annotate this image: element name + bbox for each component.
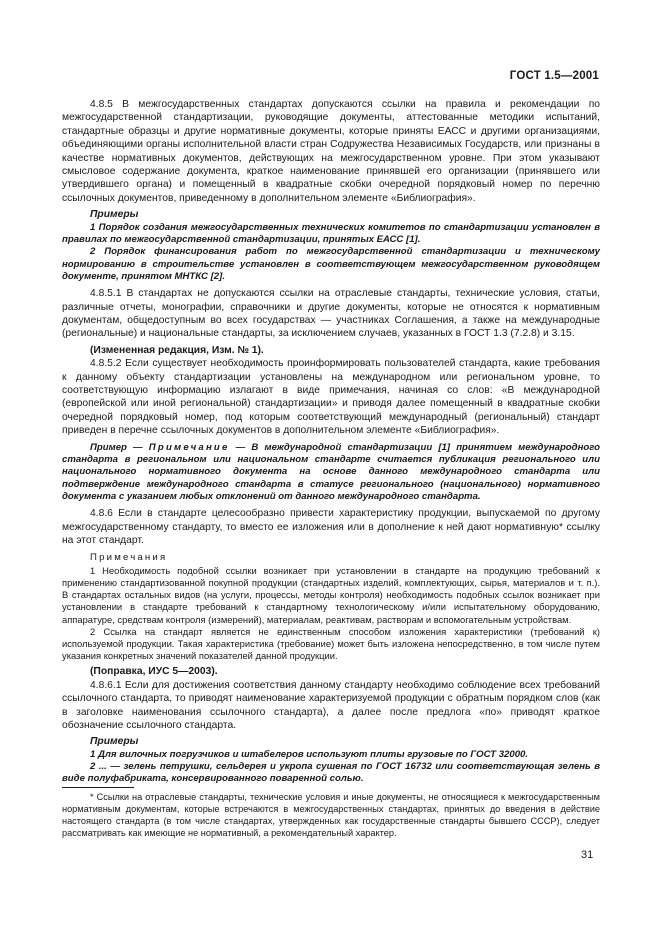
- notes-title: Примечания: [90, 552, 168, 564]
- page-body: [62, 98, 600, 786]
- note-item: 1 Необходимость подобной ссылки возникает при установлении в стандарте на продукцию требований к применению стандартизованной покупной продукции (стандартных изделий, комплектующих, сырья, материалов и т. п.). В стандартах остальных видов (на услуги, процессы, методы контроля) необходимость подобных ссылок возникает при установлении в стандарте требований к стандартному технологическому и/или испытательному оборудованию, аппаратуре, средствам контроля (измерений), материалам, реактивам, растворам и вспомогательным устройствам.: [62, 564, 600, 625]
- example-text: — В международной стандартизации [1] принятием международного стандарта в региональном или национальном стандарте считается публикация регионального или национального нормативного документа на основе данного международного стандарта или подтверждение международного стандарта в статусе регионального (национального) нормативного документа с указанием любых отклонений от данного международного стандарта.: [62, 441, 600, 502]
- paragraph-4-8-6-1: 4.8.6.1 Если для достижения соответствия данному стандарту необходимо соблюдение всех требований ссылочного стандарта, то приводят наименование характеризуемой продукции с обратным порядком слов (как в заголовке наименования ссылочного стандарта), а далее после предлога «по» приводят краткое обозначение ссылочного стандарта.: [62, 679, 600, 731]
- document-header: ГОСТ 1.5—2001: [509, 70, 599, 82]
- example-item: 2 Порядок финансирования работ по межгосударственной стандартизации и техническому нормированию в строительстве установлен в соответствующем межгосударственном руководящем документе, принятом МНТКС [2].: [62, 246, 600, 282]
- example-item: 1 Порядок создания межгосударственных технических комитетов по стандартизации установлен в правилах по межгосударственной стандартизации, принятых ЕАСС [1].: [62, 221, 600, 245]
- paragraph-4-8-5: 4.8.5 В межгосударственных стандартах допускаются ссылки на правила и рекомендации по межгосударственной стандартизации, руководящие документы, аттестованные методики испытаний, стандартные образцы и другие нормативные документы, которые приняты ЕАСС и другими организациями, объединяющими органы исполнительной власти стран Содружества Независимых Государств, или признаны в качестве нормативных документов, действующих на межгосударственном уровне. При этом указывают смысловое содержание документа, краткое наименование принявшей его организации (принявшего или утвердившего органа) и помещенный в квадратные скобки очередной порядковый номер по перечню ссылочных документов, приведенному в дополнительном элементе «Библиография».: [62, 99, 600, 204]
- page-number: 31: [581, 849, 594, 861]
- examples-title: Примеры: [90, 736, 139, 748]
- paragraph-4-8-5-2: 4.8.5.2 Если существует необходимость проинформировать пользователей стандарта, какие требования к данному объекту стандартизации установлены на международном или региональном уровне, то соответствующую информацию излагают в виде примечания, начиная со слов: «В международной (европейской или иной региональной) стандартизации» и приводя далее помещенный в квадратные скобки очередной порядковый номер, под которым соответствующий международный (региональный) стандарт приведен в перечне ссылочных документов в дополнительном элементе «Библиография».: [62, 358, 600, 437]
- note-item: 2 Ссылка на стандарт является не единственным способом изложения характеристики (требований к) используемой продукции. Такая характеристика (требование) может быть изложена непосредственно, в том числе путем указания конкретных значений показателей данной продукции.: [62, 625, 600, 662]
- footnote-divider: [62, 787, 134, 788]
- footnote: * Ссылки на отраслевые стандарты, технические условия и иные документы, не относящиеся к межгосударственным нормативным документам, которые встречаются в межгосударственных стандартах, принятых до введения в действие настоящего стандарта (в том числе стандартах, утвержденных как государственные стандарты бывшего СССР), следует рассматривать как имеющие не нормативный, а рекомендательный характер.: [62, 792, 600, 838]
- example-prefix: Пример —: [90, 441, 149, 453]
- example-note: [62, 442, 600, 503]
- correction-note: (Поправка, ИУС 5—2003).: [90, 666, 218, 678]
- paragraph-4-8-6: 4.8.6 Если в стандарте целесообразно привести характеристику продукции, выпускаемой по другому межгосударственному стандарту, то вместо ее изложения или в дополнение к ней дают нормативную* ссылку на этот стандарт.: [62, 508, 600, 546]
- note-word: Примечание: [148, 441, 230, 453]
- amendment-note: (Измененная редакция, Изм. № 1).: [90, 344, 264, 356]
- example-item: 1 Для вилочных погрузчиков и штабелеров используют плиты грузовые по ГОСТ 32000.: [90, 748, 529, 760]
- paragraph-4-8-5-1: 4.8.5.1 В стандартах не допускаются ссылки на отраслевые стандарты, технические условия, статьи, различные отчеты, монографии, справочники и другие документы, которые не относятся к нормативным документам, общедоступным во всех государствах — участниках Соглашения, а также на международные (региональные) и национальные стандарты, за исключением случаев, указанных в ГОСТ 1.3 (7.2.8) и 3.15.: [62, 288, 600, 340]
- examples-title: Примеры: [90, 209, 139, 221]
- example-item: 2 ... — зелень петрушки, сельдерея и укропа сушеная по ГОСТ 16732 или соответствующая зелень в виде полуфабриката, консервированного поваренной солью.: [62, 761, 600, 785]
